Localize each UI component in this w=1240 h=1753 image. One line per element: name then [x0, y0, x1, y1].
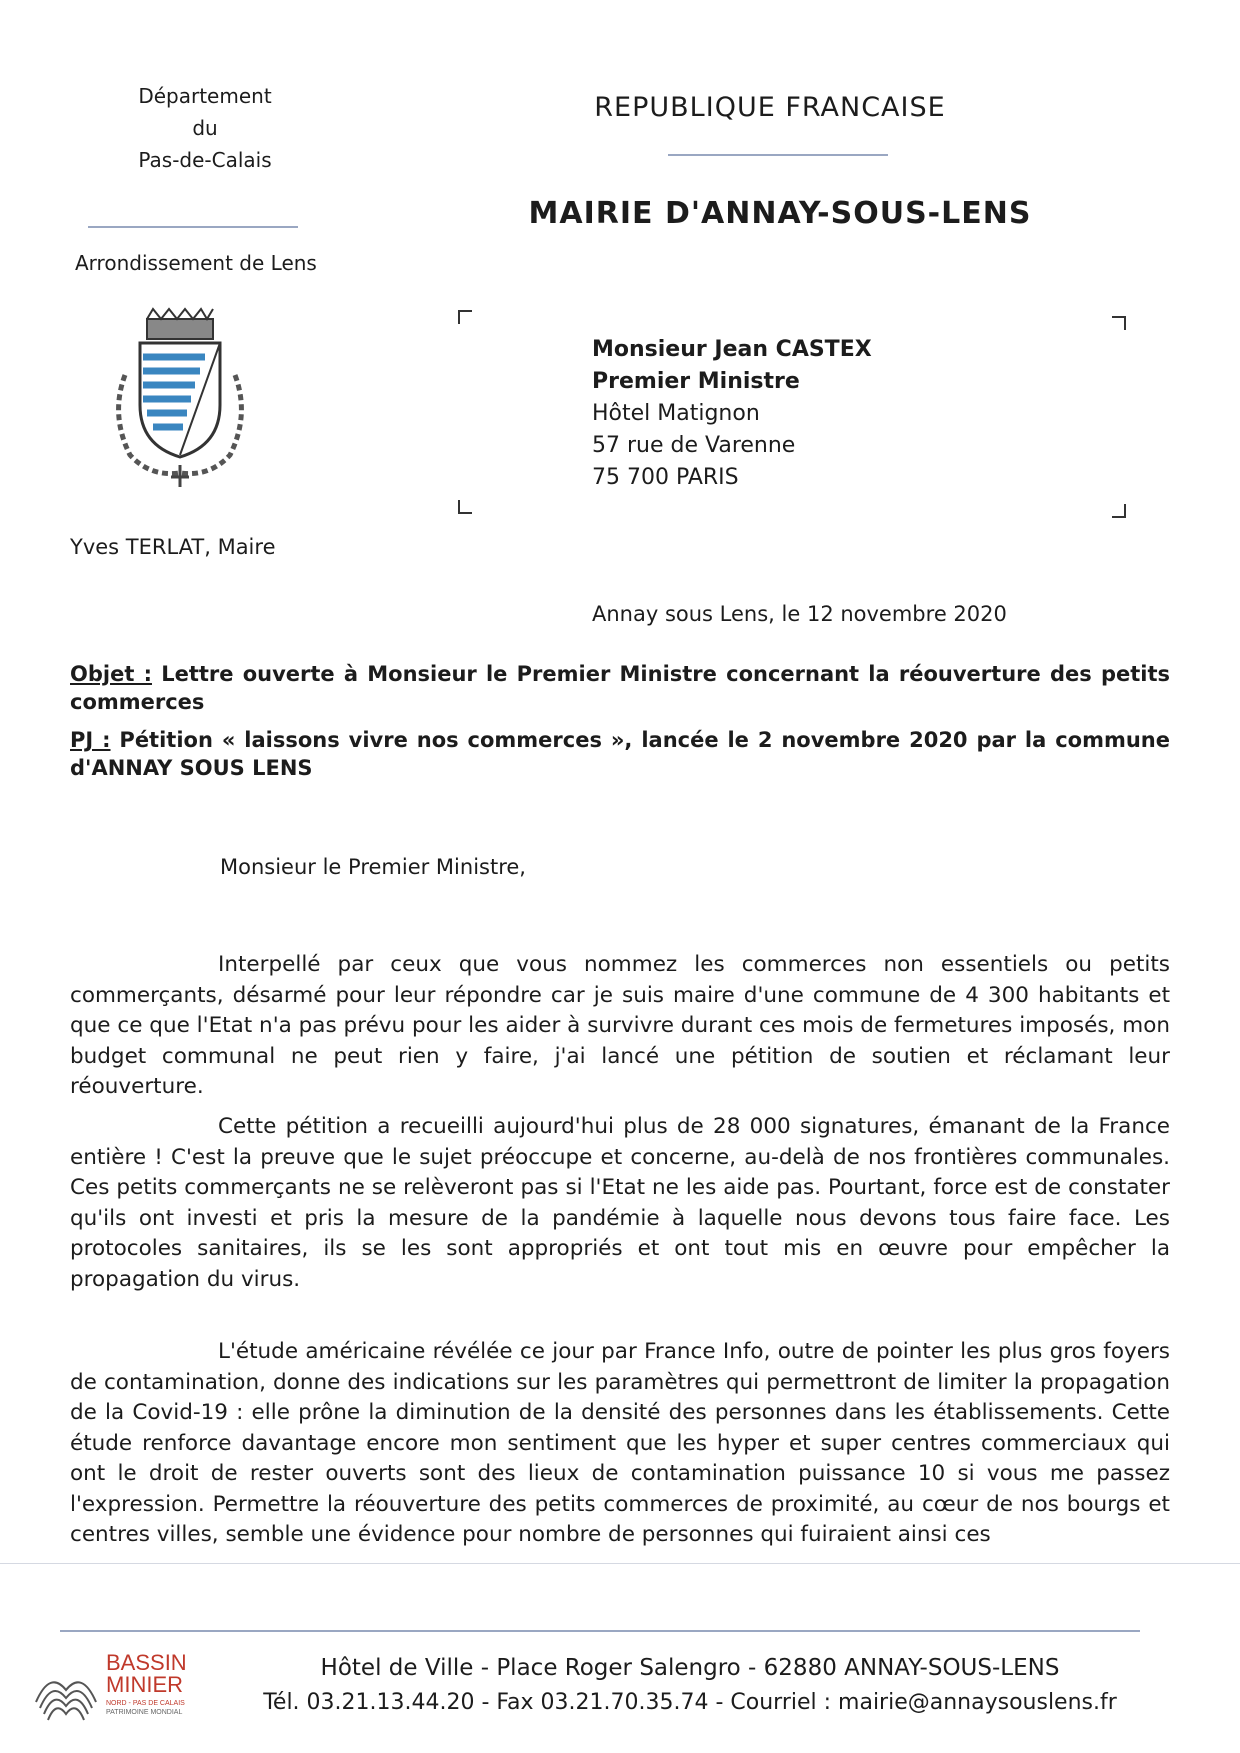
paragraph-3-text: L'étude américaine révélée ce jour par France Info, outre de pointer les plus gros foyers de contamination, donne des indications sur les paramètres qui permettront de limiter la propagation de la Covid-19 : elle prône la diminution de la densité des personnes dans les établissements. Cette étude renforce davantage encore mon sentiment que les hyper et super centres commerciaux qui ont le droit de rester ouverts sont des lieux de contamination puissance 10 si vous me passez l'expression. Permettre la réouverture des petits commerces de proximité, au cœur de nos bourgs et centres villes, semble une évidence pour nombre de personnes qui fuiraient ainsi ces	[70, 1339, 1170, 1547]
footer-contact: Tél. 03.21.13.44.20 - Fax 03.21.70.35.74 - Courriel : mairie@annaysouslens.fr	[263, 1690, 1117, 1715]
left-divider	[88, 226, 298, 228]
address-corner-bl	[458, 500, 472, 514]
department-line3: Pas-de-Calais	[138, 148, 272, 172]
salutation: Monsieur le Premier Ministre,	[220, 855, 526, 879]
recipient-address	[592, 334, 872, 494]
republic-title: REPUBLIQUE FRANCAISE	[594, 92, 946, 123]
right-divider	[668, 154, 888, 156]
department-block	[90, 80, 320, 176]
recipient-city: 75 700 PARIS	[592, 465, 739, 490]
recipient-name: Monsieur Jean CASTEX	[592, 337, 872, 362]
logo-minier: MINIER	[106, 1672, 183, 1697]
pj-label: PJ :	[70, 728, 111, 752]
bassin-minier-mark-icon	[30, 1650, 102, 1725]
mairie-title: MAIRIE D'ANNAY-SOUS-LENS	[528, 196, 1032, 231]
address-corner-tl	[458, 310, 472, 324]
coat-of-arms-icon	[105, 305, 255, 490]
mayor-name: Yves TERLAT, Maire	[70, 535, 276, 559]
recipient-building: Hôtel Matignon	[592, 401, 760, 426]
subject-pj	[70, 726, 1170, 782]
page-bottom-line	[0, 1563, 1240, 1564]
address-corner-tr	[1112, 316, 1126, 330]
footer-address: Hôtel de Ville - Place Roger Salengro - 62880 ANNAY-SOUS-LENS	[320, 1655, 1060, 1681]
objet-text: Lettre ouverte à Monsieur le Premier Ministre concernant la réouverture des petits commerces	[70, 662, 1170, 714]
pj-text: Pétition « laissons vivre nos commerces », lancée le 2 novembre 2020 par la commune d'ANNAY SOUS LENS	[70, 728, 1170, 780]
body-paragraph-1	[70, 950, 1170, 1103]
body-paragraph-3	[70, 1337, 1170, 1551]
objet-label: Objet :	[70, 662, 152, 686]
recipient-title: Premier Ministre	[592, 369, 800, 394]
paragraph-1-text: Interpellé par ceux que vous nommez les commerces non essentiels ou petits commerçants, désarmé pour leur répondre car je suis maire d'une commune de 4 300 habitants et que ce que l'Etat n'a pas prévu pour les aider à survivre durant ces mois de fermetures imposés, mon budget communal ne peut rien y faire, j'ai lancé une pétition de soutien et réclamant leur réouverture.	[70, 952, 1170, 1099]
logo-bassin: BASSIN	[106, 1650, 187, 1675]
arrondissement: Arrondissement de Lens	[75, 251, 317, 275]
body-paragraph-2	[70, 1112, 1170, 1295]
footer-divider	[60, 1630, 1140, 1632]
department-line2: du	[192, 116, 218, 140]
department-line1: Département	[138, 84, 272, 108]
logo-sub2: PATRIMOINE MONDIAL	[106, 1709, 183, 1716]
bassin-minier-logo	[30, 1650, 195, 1725]
logo-sub1: NORD - PAS DE CALAIS	[106, 1700, 185, 1707]
date-line: Annay sous Lens, le 12 novembre 2020	[592, 602, 1007, 626]
address-corner-br	[1112, 504, 1126, 518]
paragraph-2-text: Cette pétition a recueilli aujourd'hui plus de 28 000 signatures, émanant de la France entière ! C'est la preuve que le sujet préoccupe et concerne, au-delà de nos frontières communales. Ces petits commerçants ne se relèveront pas si l'Etat ne les aide pas. Pourtant, force est de constater qu'ils ont investi et pris la mesure de la pandémie à laquelle nous devons tous faire face. Les protocoles sanitaires, ils se les sont appropriés et ont tout mis en œuvre pour empêcher la propagation du virus.	[70, 1114, 1170, 1292]
subject-objet	[70, 660, 1170, 716]
recipient-street: 57 rue de Varenne	[592, 433, 796, 458]
